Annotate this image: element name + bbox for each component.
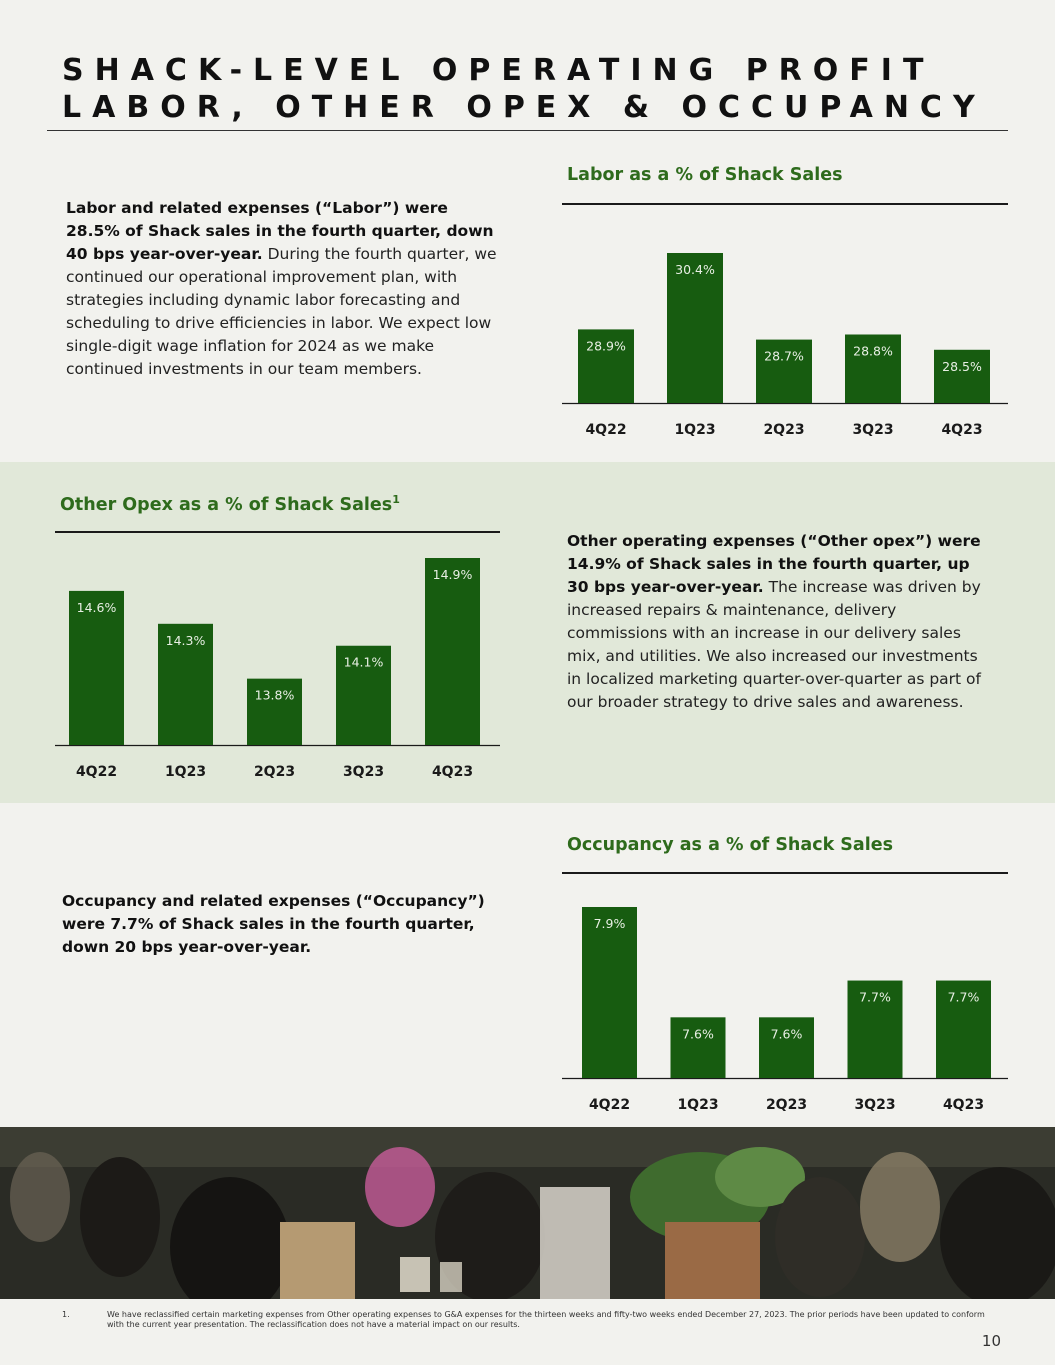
labor-paragraph — [66, 197, 506, 381]
opex-chart — [55, 545, 500, 785]
occupancy-value-label-2q23: 7.6% — [770, 1026, 803, 1042]
opex-chart-svg — [55, 545, 500, 785]
opex-value-label-1q23: 14.3% — [165, 632, 206, 648]
footnote-text: We have reclassified certain marketing expenses from Other operating expenses to G&A expenses for the thirteen weeks and fifty-two weeks ended December 27, 2023. The prior periods have been updated to conform with the current year presentation. The reclassification does not have a material impact on our results. — [107, 1310, 985, 1329]
labor-paragraph-body: During the fourth quarter, we continued our operational improvement plan, with strategies including dynamic labor forecasting and scheduling to drive efficiencies in labor. We expect low single-digit wage inflation for 2024 as we make continued investments in our team members. — [66, 245, 497, 378]
opex-paragraph-body: The increase was driven by increased repairs & maintenance, delivery commissions with an increase in our delivery sales mix, and utilities. We also increased our investments in localized marketing quarter-over-quarter as part of our broader strategy to drive sales and awareness. — [567, 578, 981, 711]
occupancy-value-label-4q22: 7.9% — [593, 916, 626, 931]
opex-category-label-4q22: 4Q22 — [75, 764, 118, 780]
restaurant-photo-image — [0, 1127, 1055, 1299]
labor-chart — [562, 215, 1008, 445]
labor-value-label-1q23: 30.4% — [675, 262, 715, 277]
page-title-line-2: LABOR, OTHER OPEX & OCCUPANCY — [62, 90, 986, 125]
occupancy-category-label-4q22: 4Q22 — [588, 1097, 631, 1113]
opex-category-label-4q23: 4Q23 — [431, 764, 474, 780]
occupancy-chart — [562, 895, 1008, 1120]
labor-category-label-4q22: 4Q22 — [585, 422, 627, 438]
opex-bar-4q23 — [425, 558, 480, 745]
occupancy-category-label-4q23: 4Q23 — [942, 1097, 985, 1113]
opex-value-label-4q22: 14.6% — [76, 599, 117, 615]
occupancy-chart-title: Occupancy as a % of Shack Sales — [567, 835, 893, 855]
labor-value-label-4q23: 28.5% — [942, 358, 982, 374]
opex-value-label-2q23: 13.8% — [254, 687, 295, 703]
page-number: 10 — [981, 1332, 1001, 1350]
occupancy-category-label-2q23: 2Q23 — [765, 1097, 808, 1113]
footnote-number: 1. — [62, 1310, 70, 1319]
occupancy-category-label-3q23: 3Q23 — [854, 1097, 896, 1113]
title-divider — [47, 130, 1008, 131]
occupancy-value-label-4q23: 7.7% — [947, 989, 980, 1005]
labor-value-label-3q23: 28.8% — [853, 343, 893, 359]
opex-value-label-4q23: 14.9% — [432, 567, 473, 582]
labor-category-label-3q23: 3Q23 — [852, 422, 894, 438]
page-title-line-1: SHACK-LEVEL OPERATING PROFIT — [62, 53, 935, 88]
opex-paragraph — [567, 530, 987, 714]
occupancy-value-label-3q23: 7.7% — [859, 989, 891, 1005]
labor-value-label-2q23: 28.7% — [764, 348, 804, 364]
occupancy-chart-svg — [562, 895, 1008, 1120]
opex-category-label-2q23: 2Q23 — [253, 764, 296, 780]
opex-category-label-1q23: 1Q23 — [164, 764, 207, 780]
opex-paragraph-highlight: Other operating expenses (“Other opex”) were 14.9% of Shack sales in the fourth quarter, up 30 bps year-over-year. — [567, 532, 981, 596]
occupancy-paragraph — [62, 890, 492, 959]
occupancy-paragraph-highlight: Occupancy and related expenses (“Occupancy”) were 7.7% of Shack sales in the fourth quarter, down 20 bps year-over-year. — [62, 892, 485, 956]
labor-paragraph-highlight: Labor and related expenses (“Labor”) were 28.5% of Shack sales in the fourth quarter, down 40 bps year-over-year. — [66, 199, 494, 263]
labor-category-label-4q23: 4Q23 — [941, 422, 983, 438]
opex-chart-title-text: Other Opex as a % of Shack Sales — [60, 495, 393, 515]
occupancy-value-label-1q23: 7.6% — [682, 1026, 714, 1042]
opex-chart-title-footnote: 1 — [392, 493, 400, 506]
occupancy-category-label-1q23: 1Q23 — [677, 1097, 719, 1113]
labor-value-label-4q22: 28.9% — [586, 338, 626, 354]
occupancy-bar-4q22 — [582, 907, 637, 1078]
opex-chart-title — [60, 493, 400, 515]
restaurant-photo — [0, 1127, 1055, 1299]
page-title — [62, 52, 986, 126]
opex-category-label-3q23: 3Q23 — [342, 764, 385, 780]
labor-category-label-1q23: 1Q23 — [674, 422, 716, 438]
labor-category-label-2q23: 2Q23 — [763, 422, 805, 438]
labor-bar-4q23 — [934, 350, 990, 403]
opex-value-label-3q23: 14.1% — [343, 654, 384, 670]
labor-chart-svg — [562, 215, 1008, 445]
occupancy-chart-rule — [562, 872, 1008, 874]
labor-chart-title: Labor as a % of Shack Sales — [567, 165, 843, 185]
labor-chart-rule — [562, 203, 1008, 205]
opex-chart-rule — [55, 531, 500, 533]
